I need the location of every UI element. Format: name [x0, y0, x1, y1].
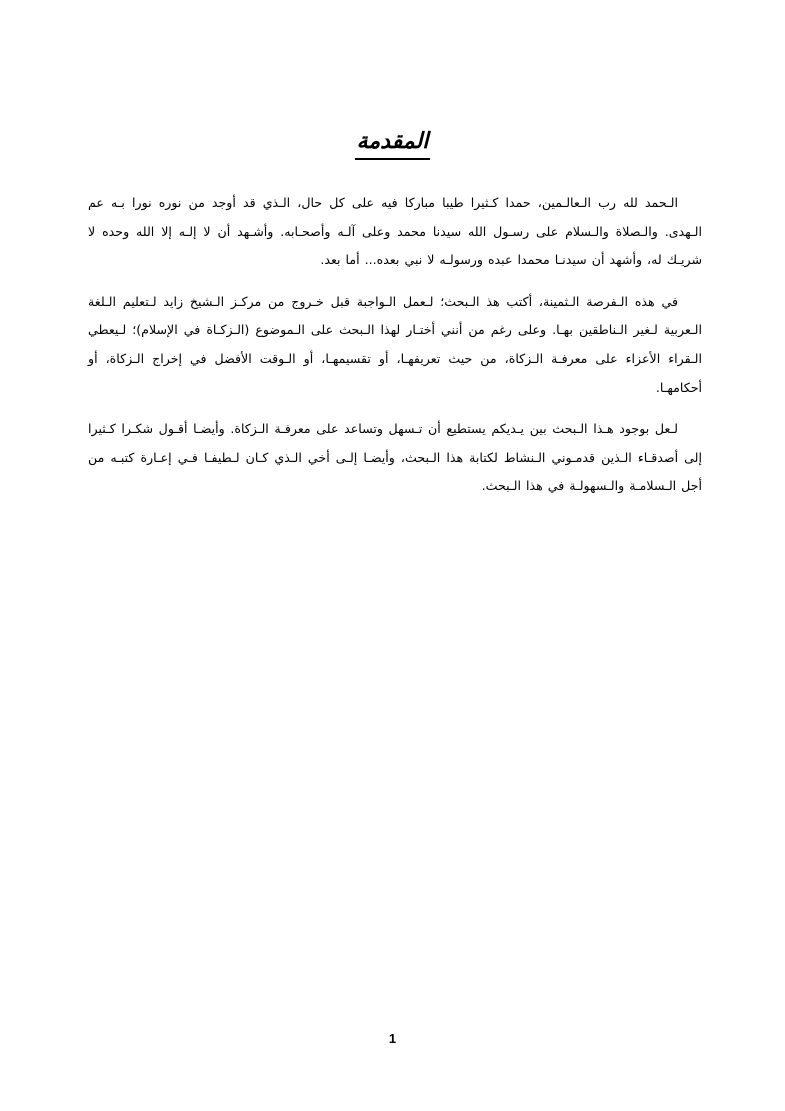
- paragraph-3: لـعل بوجود هـذا الـبحث بين يـديكم يستطيع أن تـسهل وتساعد على معرفـة الـزكاة. وأيضـا أقـول شكـرا كـثيرا إلى أصدقـاء الـذين قدمـوني الـنشاط لكتابة هذا الـبحث، وأيضـا إلـى أخي الـذي كـان لـطيفـا فـي إعـارة كتبـه من أجل الـسلامـة والـسهولـة في هذا الـبحث.: [88, 421, 702, 494]
- page-title: المقدمة: [355, 126, 431, 160]
- paragraph-1: الـحمد لله رب الـعالـمين، حمدا كـثيرا طيبا مباركا فيه على كل حال، الـذي قد أوجد من نوره نورا بـه عم الـهدى. والـصلاة والـسلام على رسـول الله سيدنا محمد وعلى آلـه وأصحـابه. وأشـهد أن لا إلـه إلا الله وحده لا شريـك له، وأشهد أن سيدنـا محمدا عبده ورسولـه لا نبي بعده... أما بعد.: [88, 195, 702, 268]
- document-body: [88, 189, 702, 514]
- page-number: 1: [388, 1031, 397, 1046]
- paragraph-2: في هذه الـفرصة الـثمينة، أكتب هذ الـبحث؛ لـعمل الـواجبة قبل خـروج من مركـز الـشيخ زايد لـتعليم الـلغة الـعربية لـغير الـناطقين بهـا. وعلى رغم من أنني أختـار لهذا الـبحث على الـموضوع (الـزكـاة في الإسلام)؛ لـيعطي الـقراء الأعزاء على معرفـة الـزكاة، من حيث تعريفهـا، أو تقسيمهـا، أو الـوقت الأفضل في إخراج الـزكاة، أو أحكامهـا.: [88, 293, 702, 395]
- page-title-wrapper: [0, 118, 785, 160]
